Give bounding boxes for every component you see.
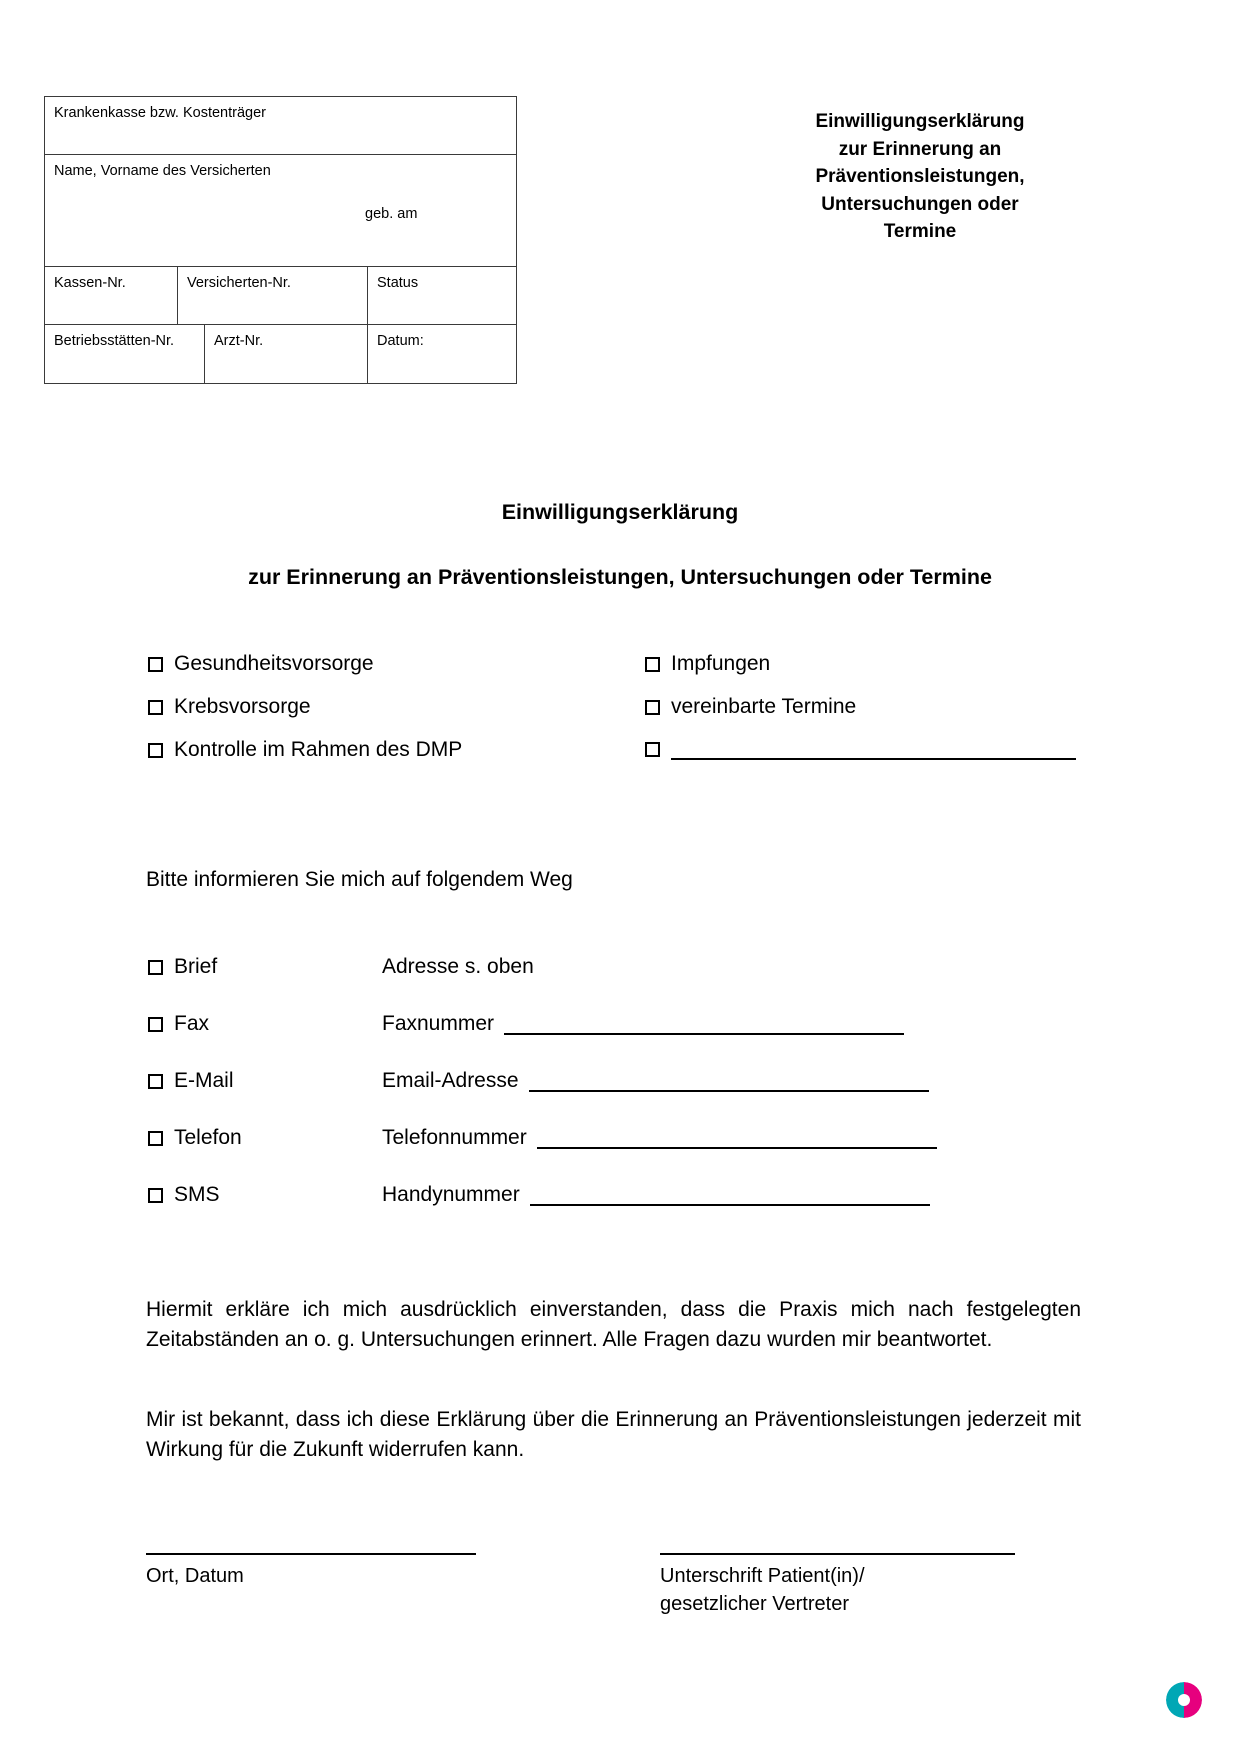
checkbox-label: Gesundheitsvorsorge	[174, 652, 374, 675]
contact-row-email[interactable]	[148, 1069, 929, 1093]
email-input-line[interactable]	[529, 1071, 929, 1092]
contact-field-label: Telefonnummer	[382, 1126, 527, 1149]
card-row-krankenkasse	[45, 97, 516, 155]
field-versicherten-nr-label: Versicherten-Nr.	[187, 275, 291, 291]
field-kassen-nr-label: Kassen-Nr.	[54, 275, 126, 291]
checkbox-icon[interactable]	[148, 1017, 163, 1032]
header-title-line-5: Termine	[883, 221, 957, 243]
field-geburtsdatum-label: geb. am	[365, 206, 418, 222]
checkbox-label: Impfungen	[671, 652, 771, 675]
field-name[interactable]	[45, 155, 516, 266]
checkbox-label: Kontrolle im Rahmen des DMP	[174, 738, 463, 761]
contact-field-label: Handynummer	[382, 1183, 520, 1206]
card-row-name	[45, 155, 516, 267]
contact-field-label: Adresse s. oben	[382, 955, 534, 978]
checkbox-option-gesundheitsvorsorge[interactable]	[148, 652, 374, 676]
declaration-paragraph-1: Hiermit erkläre ich mich ausdrücklich einverstanden, dass die Praxis mich nach festgelegten Zeitabständen an o. g. Untersuchungen erinnert. Alle Fragen dazu wurden mir beantwortet.	[146, 1298, 1081, 1352]
checkbox-label: Krebsvorsorge	[174, 695, 311, 718]
contact-method-label: Brief	[174, 955, 218, 978]
field-kassen-nr[interactable]	[45, 267, 178, 324]
checkbox-icon[interactable]	[148, 960, 163, 975]
checkbox-icon[interactable]	[148, 1131, 163, 1146]
field-betriebsstaetten-nr[interactable]	[45, 325, 205, 383]
contact-row-brief[interactable]	[148, 955, 534, 979]
handy-input-line[interactable]	[530, 1185, 930, 1206]
field-datum-label: Datum:	[377, 333, 424, 349]
contact-row-telefon[interactable]	[148, 1126, 937, 1150]
field-name-label: Name, Vorname des Versicherten	[54, 163, 271, 179]
contact-method-label: Telefon	[174, 1126, 242, 1149]
checkbox-option-dmp[interactable]	[148, 738, 462, 762]
checkbox-icon[interactable]	[645, 742, 660, 757]
field-datum[interactable]	[368, 325, 515, 383]
contact-method-label: Fax	[174, 1012, 210, 1035]
fax-input-line[interactable]	[504, 1014, 904, 1035]
checkbox-option-impfungen[interactable]	[645, 652, 770, 676]
signature-line-place-date[interactable]	[146, 1553, 476, 1555]
field-status[interactable]	[368, 267, 515, 324]
header-title-line-4: Untersuchungen oder	[821, 193, 1019, 215]
checkbox-icon[interactable]	[148, 1188, 163, 1203]
field-betriebsstaetten-nr-label: Betriebsstätten-Nr.	[54, 333, 175, 349]
contact-row-fax[interactable]	[148, 1012, 904, 1036]
declaration-paragraph-2: Mir ist bekannt, dass ich diese Erklärung über die Erinnerung an Präventionsleistungen jederzeit mit Wirkung für die Zukunft widerrufen kann.	[146, 1408, 1081, 1462]
field-arzt-nr-label: Arzt-Nr.	[214, 333, 264, 349]
field-status-label: Status	[377, 275, 419, 291]
signature-line-patient[interactable]	[660, 1553, 1015, 1555]
header-title-line-3: Präventionsleistungen,	[815, 166, 1025, 188]
header-title-line-1: Einwilligungserklärung	[815, 111, 1025, 132]
logo-center-hole	[1178, 1694, 1190, 1706]
checkbox-icon[interactable]	[645, 657, 660, 672]
checkbox-icon[interactable]	[148, 657, 163, 672]
field-krankenkasse[interactable]	[45, 97, 516, 154]
page-title: Einwilligungserklärung	[501, 500, 739, 524]
checkbox-option-freitext[interactable]	[645, 738, 1076, 760]
contact-method-label: SMS	[174, 1183, 220, 1206]
brand-logo-icon	[1166, 1682, 1202, 1718]
checkbox-icon[interactable]	[148, 700, 163, 715]
field-arzt-nr[interactable]	[205, 325, 368, 383]
checkbox-icon[interactable]	[148, 743, 163, 758]
contact-row-sms[interactable]	[148, 1183, 930, 1207]
contact-field-label: Email-Adresse	[382, 1069, 519, 1092]
checkbox-icon[interactable]	[148, 1074, 163, 1089]
checkbox-option-vereinbarte-termine[interactable]	[645, 695, 856, 719]
checkbox-label: vereinbarte Termine	[671, 695, 857, 718]
header-title	[760, 108, 1080, 246]
card-row-betriebsstaette	[45, 325, 516, 383]
insurance-card-box	[44, 96, 517, 384]
signature-label-place-date: Ort, Datum	[146, 1565, 244, 1587]
contact-field-label: Faxnummer	[382, 1012, 495, 1035]
field-versicherten-nr[interactable]	[178, 267, 368, 324]
contact-method-label: E-Mail	[174, 1069, 234, 1092]
signature-label-patient-line-2: gesetzlicher Vertreter	[660, 1593, 849, 1615]
checkbox-option-krebsvorsorge[interactable]	[148, 695, 311, 719]
card-row-kassen	[45, 267, 516, 325]
contact-method-heading: Bitte informieren Sie mich auf folgendem Weg	[146, 868, 573, 891]
signature-label-patient	[660, 1562, 865, 1618]
field-krankenkasse-label: Krankenkasse bzw. Kostenträger	[54, 105, 266, 121]
page-subtitle: zur Erinnerung an Präventionsleistungen, Untersuchungen oder Termine	[248, 565, 992, 589]
freitext-input-line[interactable]	[671, 738, 1076, 760]
telefon-input-line[interactable]	[537, 1128, 937, 1149]
header-title-line-2: zur Erinnerung an	[838, 138, 1002, 160]
checkbox-icon[interactable]	[645, 700, 660, 715]
signature-label-patient-line-1: Unterschrift Patient(in)/	[660, 1565, 865, 1587]
